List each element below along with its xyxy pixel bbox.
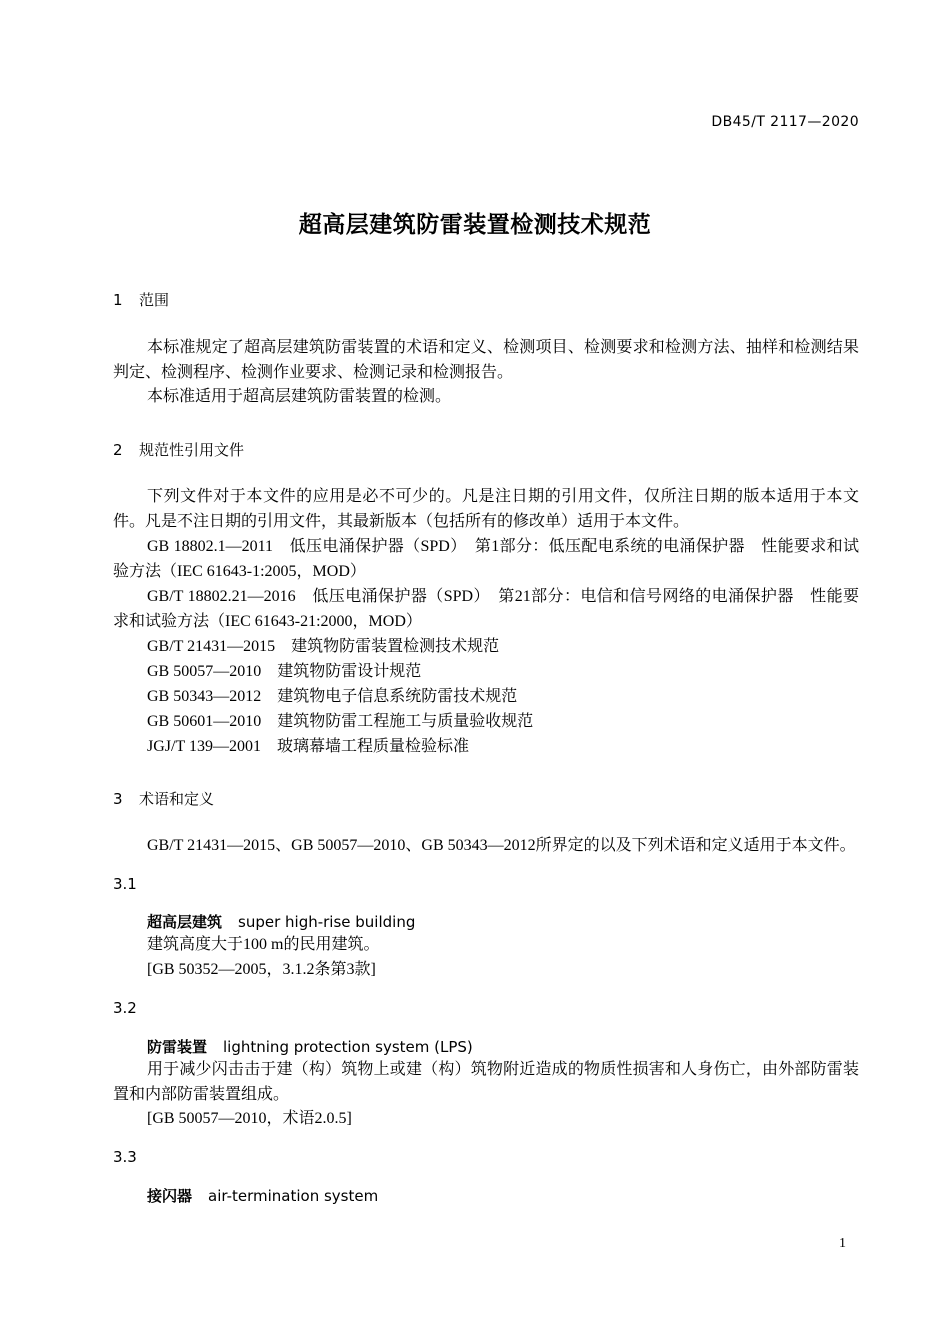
scope-paragraph-2: 本标准适用于超高层建筑防雷装置的检测。 [147, 388, 452, 405]
term-source: [GB 50352—2005，3.1.2条第3款] [147, 961, 376, 978]
section-number: 2 [113, 441, 123, 459]
section-number: 1 [113, 291, 123, 309]
term-number: 3.3 [113, 1148, 137, 1166]
section-number: 3 [113, 790, 123, 808]
term-chinese: 接闪器 [147, 1187, 193, 1205]
document-title: 超高层建筑防雷装置检测技术规范 [298, 212, 652, 238]
page-number: 1 [839, 1236, 846, 1251]
references-intro: 下列文件对于本文件的应用是必不可少的。凡是注日期的引用文件，仅所注日期的版本适用于本文件。凡是不注日期的引用文件，其最新版本（包括所有的修改单）适用于本文件。 [113, 488, 859, 530]
section-2-heading [113, 439, 244, 460]
reference-item: JGJ/T 139—2001 玻璃幕墙工程质量检验标准 [147, 738, 469, 755]
reference-item: GB 18802.1—2011 低压电涌保护器（SPD） 第1部分：低压配电系统的电涌保护器 性能要求和试验方法（IEC 61643-1:2005，MOD） [113, 538, 859, 580]
term-english: super high-rise building [238, 913, 416, 931]
term-heading [147, 911, 415, 932]
reference-item: GB 50343—2012 建筑物电子信息系统防雷技术规范 [147, 688, 518, 705]
scope-paragraph-1: 本标准规定了超高层建筑防雷装置的术语和定义、检测项目、检测要求和检测方法、抽样和检测结果判定、检测程序、检测作业要求、检测记录和检测报告。 [113, 339, 859, 381]
reference-item: GB/T 18802.21—2016 低压电涌保护器（SPD） 第21部分：电信和信号网络的电涌保护器 性能要求和试验方法（IEC 61643-21:2000，MOD） [113, 588, 859, 630]
section-1-heading [113, 289, 169, 310]
term-chinese: 超高层建筑 [147, 913, 223, 931]
term-heading [147, 1185, 378, 1206]
document-code: DB45/T 2117—2020 [711, 114, 859, 130]
term-english: lightning protection system (LPS) [223, 1038, 473, 1056]
reference-item: GB 50057—2010 建筑物防雷设计规范 [147, 663, 422, 680]
term-definition: 用于减少闪击击于建（构）筑物上或建（构）筑物附近造成的物质性损害和人身伤亡，由外部防雷装置和内部防雷装置组成。 [113, 1061, 859, 1103]
section-title: 规范性引用文件 [139, 441, 245, 459]
section-title: 范围 [139, 291, 170, 309]
section-3-heading [113, 788, 214, 809]
term-definition: 建筑高度大于100 m的民用建筑。 [147, 936, 380, 953]
term-number: 3.1 [113, 875, 137, 893]
term-english: air-termination system [208, 1187, 379, 1205]
term-heading [147, 1036, 473, 1057]
terms-intro: GB/T 21431—2015、GB 50057—2010、GB 50343—2012所界定的以及下列术语和定义适用于本文件。 [147, 837, 856, 854]
term-number: 3.2 [113, 999, 137, 1017]
term-chinese: 防雷装置 [147, 1038, 208, 1056]
reference-item: GB 50601—2010 建筑物防雷工程施工与质量验收规范 [147, 713, 534, 730]
section-title: 术语和定义 [139, 790, 215, 808]
term-source: [GB 50057—2010，术语2.0.5] [147, 1110, 352, 1127]
reference-item: GB/T 21431—2015 建筑物防雷装置检测技术规范 [147, 638, 500, 655]
